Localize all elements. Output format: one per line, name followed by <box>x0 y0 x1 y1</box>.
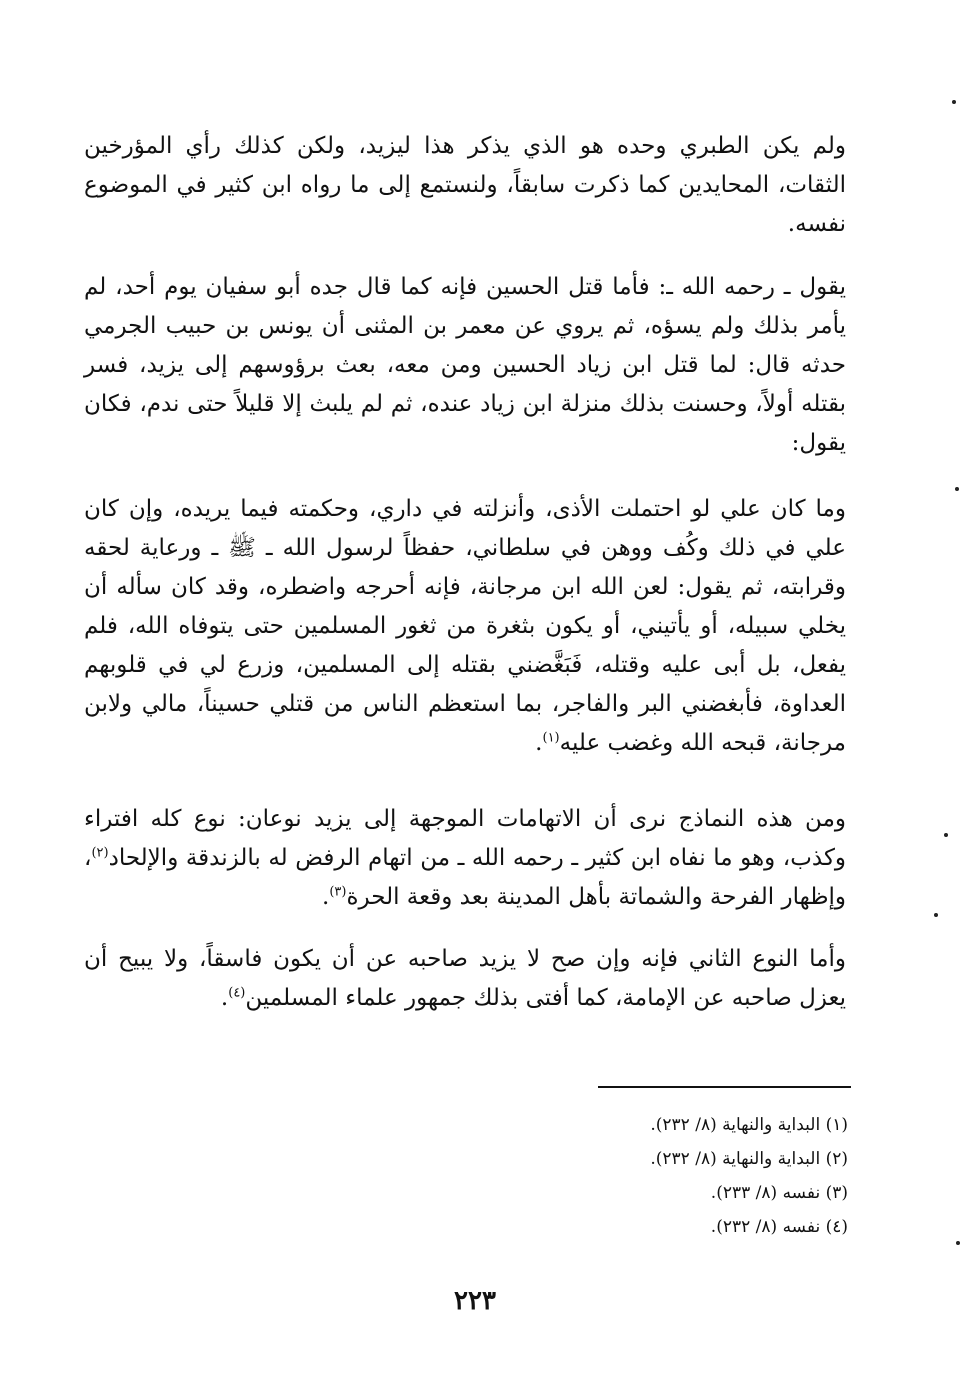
footnote-1: (١) البداية والنهاية (٨/ ٢٣٢). <box>650 1115 848 1135</box>
scan-speck <box>934 913 938 917</box>
body-text <box>84 940 846 1018</box>
footnotes <box>520 1108 848 1244</box>
scan-speck <box>944 833 948 837</box>
footnote-2: (٢) البداية والنهاية (٨/ ٢٣٢). <box>650 1149 848 1169</box>
paragraph-4-tail: . <box>322 884 330 910</box>
footnote-ref-1[interactable]: (١) <box>542 730 560 746</box>
paragraph-3 <box>84 490 846 763</box>
paragraph-5 <box>84 940 846 1018</box>
paragraph-4-text-cont: ، وإظهار الفرحة والشماتة بأهل المدينة بعد وقعة الحرة <box>84 845 846 910</box>
paragraph-2: يقول ـ رحمه الله ـ: فأما قتل الحسين فإنه كما قال جده أبو سفيان يوم أحد، لم يأمر بذلك ولم يسؤه، ثم يروي عن معمر بن المثنى أن يونس بن حبيب الجرمي حدثه قال: لما قتل ابن زياد الحسين ومن معه، بعث برؤوسهم إلى يزيد، فسر بقتله أولاً، وحسنت بذلك منزلة ابن زياد عنده، ثم لم يلبث إلا قليلاً حتى ندم، فكان يقول: <box>84 274 846 456</box>
page-number: ٢٢٣ <box>454 1286 496 1316</box>
paragraph-4-text: ومن هذه النماذج نرى أن الاتهامات الموجهة إلى يزيد نوعان: نوع كله افتراء وكذب، وهو ما نفاه ابن كثير ـ رحمه الله ـ من اتهام الرفض له بالزندقة والإلحاد <box>84 806 846 871</box>
body-text <box>84 127 846 244</box>
scan-speck <box>955 487 959 491</box>
footnote-separator <box>598 1086 851 1088</box>
scan-speck <box>956 1241 960 1245</box>
footnote-4: (٤) نفسه (٨/ ٢٣٢). <box>710 1217 848 1237</box>
paragraph-4 <box>84 800 846 917</box>
body-text <box>84 800 846 917</box>
paragraph-3-text: وما كان علي لو احتملت الأذى، وأنزلته في داري، وحكمته فيما يريده، وإن كان علي في ذلك وكُف ووهن في سلطاني، حفظاً لرسول الله ـ ﷺ ـ ورعاية لحقه وقرابته، ثم يقول: لعن الله ابن مرجانة، فإنه أحرجه واضطره، وقد كان سأله أن يخلي سبيله، أو يأتيني، أو يكون بثغرة من ثغور المسلمين حتى يتوفاه الله، فلم يفعل، بل أبى عليه وقتله، فَبَغَّضني بقتله إلى المسلمين، وزرع لي في قلوبهم العداوة، فأبغضني البر والفاجر، بما استعظم الناس من قتلي حسيناً، مالي ولابن مرجانة، قبحه الله وغضب عليه <box>84 496 846 756</box>
scan-speck <box>952 100 956 104</box>
paragraph-3-tail: . <box>535 730 543 756</box>
paragraph-1: ولم يكن الطبري وحده هو الذي يذكر هذا ليزيد، ولكن كذلك رأي المؤرخين الثقات، المحايدين كما ذكرت سابقاً، ولنستمع إلى ما رواه ابن كثير في الموضوع نفسه. <box>84 133 846 237</box>
footnote-3: (٣) نفسه (٨/ ٢٣٣). <box>710 1183 848 1203</box>
paragraph-5-text: وأما النوع الثاني فإنه وإن صح لا يزيد صاحبه عن أن يكون فاسقاً، ولا يبيح أن يعزل صاحبه عن الإمامة، كما أفتى بذلك جمهور علماء المسلمين <box>84 946 846 1011</box>
footnote-ref-2[interactable]: (٢) <box>91 845 109 861</box>
paragraph-5-tail: . <box>220 985 229 1011</box>
body-text <box>84 490 846 763</box>
footnote-ref-3[interactable]: (٣) <box>329 884 347 900</box>
body-text <box>84 268 846 463</box>
footnote-ref-4[interactable]: (٤) <box>228 985 246 1001</box>
